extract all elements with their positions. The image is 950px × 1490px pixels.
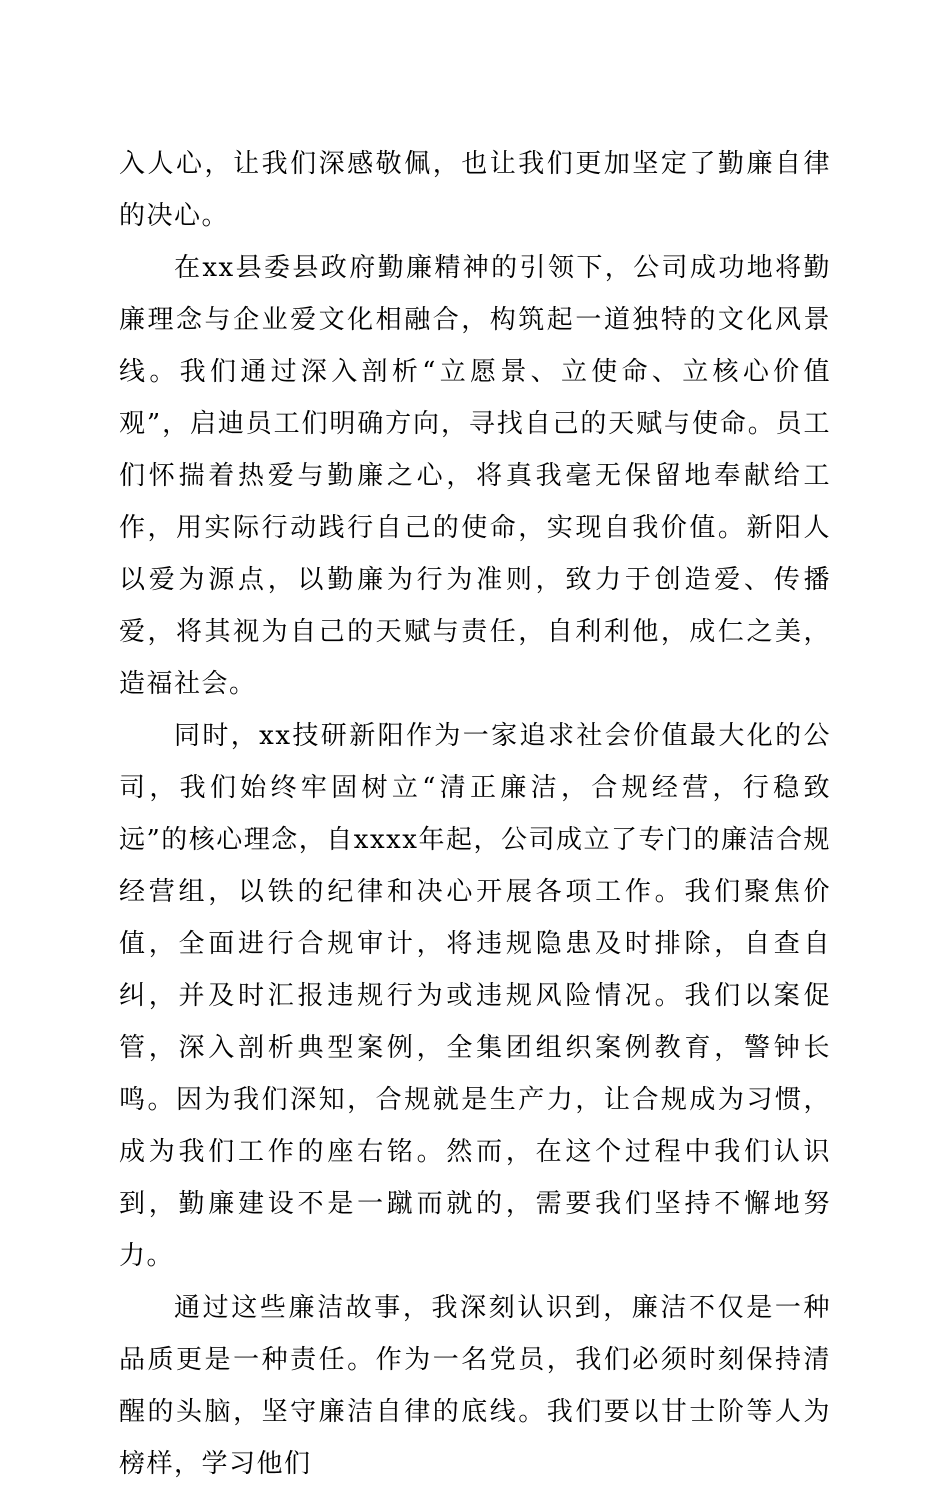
paragraph-continuation: 入人心，让我们深感敬佩，也让我们更加坚定了勤廉自律的决心。	[119, 149, 831, 231]
document-body	[119, 138, 831, 1490]
paragraph-compliance: 同时，xx技研新阳作为一家追求社会价值最大化的公司，我们始终牢固树立“清正廉洁，合规经营，行稳致远”的核心理念，自xxxx年起，公司成立了专门的廉洁合规经营组，以铁的纪律和决心开展各项工作。我们聚焦价值，全面进行合规审计，将违规隐患及时排除，自查自纠，并及时汇报违规行为或违规风险情况。我们以案促管，深入剖析典型案例，全集团组织案例教育，警钟长鸣。因为我们深知，合规就是生产力，让合规成为习惯，成为我们工作的座右铭。然而，在这个过程中我们认识到，勤廉建设不是一蹴而就的，需要我们坚持不懈地努力。	[119, 721, 831, 1271]
paragraph-culture: 在xx县委县政府勤廉精神的引领下，公司成功地将勤廉理念与企业爱文化相融合，构筑起一道独特的文化风景线。我们通过深入剖析“立愿景、立使命、立核心价值观”，启迪员工们明确方向，寻找自己的天赋与使命。员工们怀揣着热爱与勤廉之心，将真我毫无保留地奉献给工作，用实际行动践行自己的使命，实现自我价值。新阳人以爱为源点，以勤廉为行为准则，致力于创造爱、传播爱，将其视为自己的天赋与责任，自利利他，成仁之美，造福社会。	[119, 253, 831, 699]
paragraph-reflection: 通过这些廉洁故事，我深刻认识到，廉洁不仅是一种品质更是一种责任。作为一名党员，我们必须时刻保持清醒的头脑，坚守廉洁自律的底线。我们要以甘士阶等人为榜样，学习他们	[119, 1293, 831, 1479]
